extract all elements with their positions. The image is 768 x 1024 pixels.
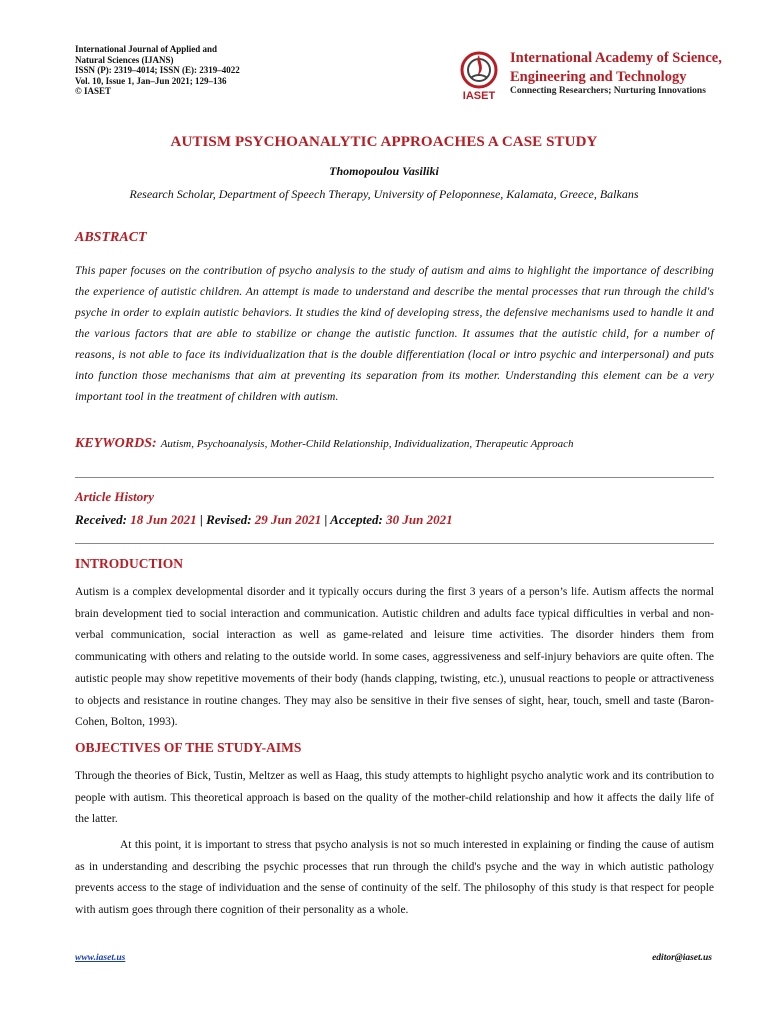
- divider-bottom: [75, 543, 714, 544]
- journal-issn: ISSN (P): 2319–4014; ISSN (E): 2319–4022: [75, 65, 240, 75]
- journal-copyright: © IASET: [75, 86, 111, 96]
- footer-email: editor@iaset.us: [652, 953, 712, 963]
- logo-name: [510, 49, 722, 87]
- logo-tagline: Connecting Researchers; Nurturing Innovations: [510, 86, 706, 96]
- revised-label: Revised:: [206, 512, 252, 527]
- accepted-label: Accepted:: [330, 512, 383, 527]
- logo-name-line1: International Academy of Science,: [510, 50, 722, 66]
- journal-info: [75, 44, 240, 97]
- keywords: [75, 434, 574, 452]
- abstract-text: This paper focuses on the contribution of psycho analysis to the study of autism and aims to highlight the importance of describing the experience of autistic children. An attempt is made to understand and describe the mental processes that run through the child's psyche in order to explain autistic behaviors. It studies the kind of developing stress, the defensive mechanisms used to handle it and the various factors that are able to stabilize or change the autistic function. It assumes that the autistic child, for a number of reasons, is not able to face its individualization that is the double differentiation (local or intro psychic and interpersonal) and puts into function those mechanisms that aim at preventing its separation from its mother. Understanding this element can be a very important tool in the treatment of children with autism.: [75, 264, 714, 403]
- received-date: 18 Jun 2021: [130, 512, 197, 527]
- divider-top: [75, 477, 714, 478]
- journal-volume: Vol. 10, Issue 1, Jan–Jun 2021; 129–136: [75, 75, 227, 86]
- paper-title: AUTISM PSYCHOANALYTIC APPROACHES A CASE STUDY: [170, 134, 598, 150]
- objectives-paragraph-2: At this point, it is important to stress that psycho analysis is not so much interested in explaining or finding the cause of autism as in understanding and describing the psychic processes that run through the child's psyche and the way in which autistic pathology prevents access to the stage of individuation and the sense of continuity of the self. The philosophy of this study is that respect for people with autism goes through there cognition of their personality as a whole.: [75, 839, 714, 917]
- article-history-dates: [75, 512, 453, 528]
- iaset-emblem-icon: [453, 46, 509, 102]
- footer-website-link[interactable]: www.iaset.us: [75, 953, 126, 963]
- journal-name-line1: International Journal of Applied and: [75, 44, 218, 54]
- journal-name-line2: Natural Sciences (IJANS): [75, 54, 174, 65]
- accepted-date: 30 Jun 2021: [386, 512, 453, 527]
- keywords-text: Autism, Psychoanalysis, Mother-Child Relationship, Individualization, Therapeutic Approach: [160, 438, 574, 450]
- received-label: Received:: [75, 512, 127, 527]
- abstract-heading: ABSTRACT: [75, 230, 147, 245]
- logo-name-line2: Engineering and Technology: [510, 69, 687, 85]
- author-name: Thomopoulou Vasiliki: [329, 164, 439, 178]
- article-history-heading: Article History: [75, 489, 155, 504]
- logo-emblem-text: IASET: [462, 90, 496, 102]
- keywords-label: KEYWORDS:: [75, 436, 157, 451]
- history-separator: |: [324, 512, 328, 527]
- iaset-logo: [453, 46, 722, 102]
- revised-date: 29 Jun 2021: [254, 512, 322, 527]
- introduction-heading: INTRODUCTION: [75, 556, 184, 571]
- history-separator: |: [199, 512, 203, 527]
- introduction-text: Autism is a complex developmental disorder and it typically occurs during the first 3 years of a person’s life. Autism affects the normal brain development tied to social interaction and communication. Autistic children and adults face typical difficulties in verbal and non-verbal communication, social interaction as well as game-related and leisure time activities. The disorder hinders them from communicating with others and relating to the outside world. In some cases, aggressiveness and self-injury behaviors are quite often. The autistic people may show repetitive movements of their body (hands clapping, twisting, etc.), unusual reactions to people or attractiveness to objects and resistance in routine changes. They may also be sensitive in their five senses of sight, hear, touch, smell and taste (Baron-Cohen, Bolton, 1993).: [75, 586, 714, 729]
- objectives-paragraph-1: Through the theories of Bick, Tustin, Meltzer as well as Haag, this study attempts to highlight psycho analytic work and its contribution to people with autism. This theoretical approach is based on the quality of the mother-child relationship and how it affects the daily life of the latter.: [75, 770, 714, 826]
- author-affiliation: Research Scholar, Department of Speech Therapy, University of Peloponnese, Kalamata, Greece, Balkans: [129, 187, 639, 201]
- objectives-heading: OBJECTIVES OF THE STUDY-AIMS: [75, 740, 302, 755]
